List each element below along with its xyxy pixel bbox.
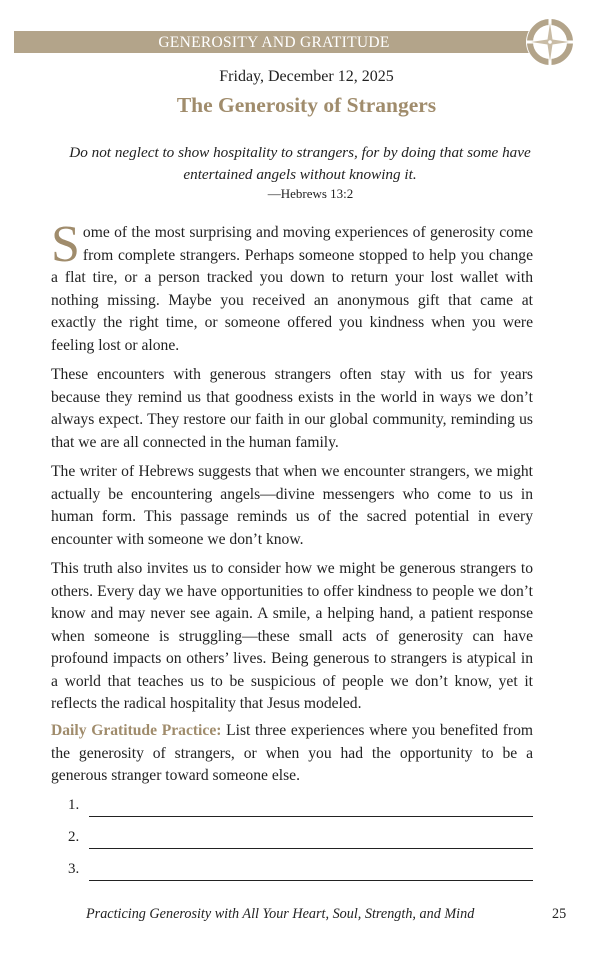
compass-star-icon	[525, 17, 575, 67]
section-title: GENEROSITY AND GRATITUDE	[158, 34, 390, 51]
paragraph-3-text: The writer of Hebrews suggests that when we encounter strangers, we might actually be encountering angels—divine messengers who come to us in human form. This passage reminds us of the sacred potential in every encounter with someone we don’t know.	[51, 463, 533, 548]
answer-number: 1.	[68, 797, 80, 813]
answer-line-3[interactable]	[68, 861, 533, 883]
paragraph-3	[51, 461, 533, 551]
paragraph-1	[51, 216, 533, 357]
paragraph-1-text: ome of the most surprising and moving experiences of generosity come from complete strangers. Perhaps someone stopped to help you change a flat tire, or a person tracked you down to return your lost wallet with nothing missing. Maybe you received an anonymous gift that came at exactly the right time, or someone offered you kindness when you were feeling lost or alone.	[51, 224, 533, 354]
gratitude-practice	[51, 720, 533, 788]
devotion-title: The Generosity of Strangers	[176, 93, 437, 117]
answer-rule[interactable]	[89, 880, 533, 881]
answer-number: 2.	[68, 829, 80, 845]
paragraph-4	[51, 558, 533, 716]
answer-line-1[interactable]	[68, 797, 533, 819]
practice-label: Daily Gratitude Practice:	[51, 722, 222, 739]
answer-line-2[interactable]	[68, 829, 533, 851]
paragraph-2-text: These encounters with generous strangers often stay with us for years because they remind us that goodness exists in the world in ways we don’t always expect. They restore our faith in our global community, reminding us that we are all connected in the human family.	[51, 366, 533, 451]
devotion-date: Friday, December 12, 2025	[219, 68, 394, 85]
paragraph-2	[51, 364, 533, 454]
answer-rule[interactable]	[89, 816, 533, 817]
page-number: 25	[552, 906, 567, 922]
answer-rule[interactable]	[89, 848, 533, 849]
drop-cap: S	[51, 216, 80, 273]
scripture-verse: Do not neglect to show hospitality to strangers, for by doing that some have entertained angels without knowing it.	[69, 144, 531, 183]
answer-number: 3.	[68, 861, 80, 877]
footer-book-title: Practicing Generosity with All Your Heart, Soul, Strength, and Mind	[86, 906, 475, 922]
practice-text: List three experiences where you benefited from the generosity of strangers, or when you had the opportunity to be a generous stranger toward someone else.	[51, 722, 533, 784]
scripture-reference: —Hebrews 13:2	[267, 186, 354, 201]
paragraph-4-text: This truth also invites us to consider how we might be generous strangers to others. Every day we have opportunities to offer kindness to people we don’t know and may never see again. A smile, a helping hand, a patient response when someone is struggling—these small acts of generosity can have profound impacts on others’ lives. Being generous to strangers is atypical in a world that teaches us to be suspicious of people we don’t know, yet it reflects the radical hospitality that Jesus modeled.	[51, 560, 533, 712]
